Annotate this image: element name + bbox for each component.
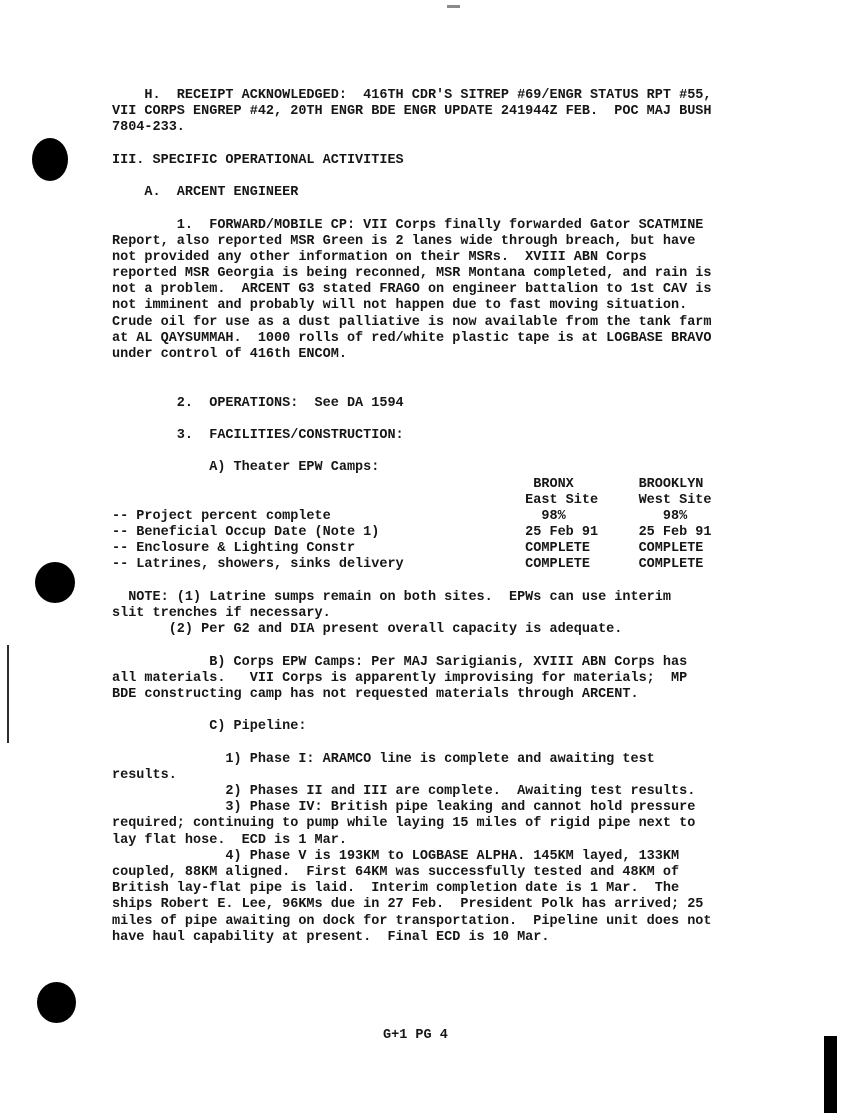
doc-line: British lay-flat pipe is laid. Interim completion date is 1 Mar. The <box>112 881 680 897</box>
doc-para-corps-epw-camps: B) Corps EPW Camps: Per MAJ Sarigianis, XVIII ABN Corps has <box>112 654 688 670</box>
doc-para-theater-epw-camps: A) Theater EPW Camps: <box>112 460 380 476</box>
scan-artifact-bar <box>824 1036 837 1113</box>
doc-line: Crude oil for use as a dust palliative is now available from the tank farm <box>112 314 712 330</box>
doc-line: not provided any other information on their MSRs. XVIII ABN Corps <box>112 249 647 265</box>
doc-line: BDE constructing camp has not requested materials through ARCENT. <box>112 686 639 702</box>
doc-line-blank <box>112 444 712 460</box>
doc-para-phase-4: 3) Phase IV: British pipe leaking and cannot hold pressure <box>112 800 696 816</box>
doc-line: have haul capability at present. Final ECD is 10 Mar. <box>112 929 550 945</box>
doc-line-blank <box>112 379 712 395</box>
doc-para-forward-mobile-cp: 1. FORWARD/MOBILE CP: VII Corps finally forwarded Gator SCATMINE <box>112 217 704 233</box>
doc-para-facilities-construction: 3. FACILITIES/CONSTRUCTION: <box>112 427 404 443</box>
doc-line: not a problem. ARCENT G3 stated FRAGO on engineer battalion to 1st CAV is <box>112 282 712 298</box>
doc-line: Report, also reported MSR Green is 2 lanes wide through breach, but have <box>112 233 696 249</box>
doc-para-operations: 2. OPERATIONS: See DA 1594 <box>112 395 404 411</box>
epw-table-row-occup-date: -- Beneficial Occup Date (Note 1) 25 Feb 91 25 Feb 91 <box>112 525 712 541</box>
epw-table-row-latrines-showers: -- Latrines, showers, sinks delivery COMPLETE COMPLETE <box>112 557 704 573</box>
scan-artifact-line <box>7 645 9 743</box>
epw-table-header-subtitles: East Site West Site <box>112 492 712 508</box>
doc-para-phase-1: 1) Phase I: ARAMCO line is complete and awaiting test <box>112 751 655 767</box>
doc-line-blank <box>112 703 712 719</box>
doc-line-blank <box>112 169 712 185</box>
doc-line: miles of pipe awaiting on dock for transportation. Pipeline unit does not <box>112 913 712 929</box>
doc-line: reported MSR Georgia is being reconned, MSR Montana completed, and rain is <box>112 266 712 282</box>
doc-heading-arcent-engineer: A. ARCENT ENGINEER <box>112 185 299 201</box>
hole-punch-mark <box>35 562 75 603</box>
doc-line-blank <box>112 363 712 379</box>
doc-line: at AL QAYSUMMAH. 1000 rolls of red/white plastic tape is at LOGBASE BRAVO <box>112 330 712 346</box>
doc-line-blank <box>112 736 712 752</box>
doc-line: results. <box>112 767 177 783</box>
doc-line: all materials. VII Corps is apparently improvising for materials; MP <box>112 670 688 686</box>
doc-note-1: NOTE: (1) Latrine sumps remain on both sites. EPWs can use interim <box>112 589 671 605</box>
doc-para-phase-2-3: 2) Phases II and III are complete. Awaiting test results. <box>112 784 696 800</box>
doc-line-blank <box>112 137 712 153</box>
doc-line-blank <box>112 638 712 654</box>
hole-punch-mark <box>37 982 76 1023</box>
hole-punch-mark <box>32 138 68 181</box>
doc-para-phase-5: 4) Phase V is 193KM to LOGBASE ALPHA. 145KM layed, 133KM <box>112 848 680 864</box>
doc-line-blank <box>112 412 712 428</box>
doc-heading-section-iii: III. SPECIFIC OPERATIONAL ACTIVITIES <box>112 152 404 168</box>
doc-line-blank <box>112 574 712 590</box>
doc-line: lay flat hose. ECD is 1 Mar. <box>112 832 347 848</box>
doc-note-2: (2) Per G2 and DIA present overall capacity is adequate. <box>112 622 623 638</box>
epw-table-row-enclosure-lighting: -- Enclosure & Lighting Constr COMPLETE COMPLETE <box>112 541 704 557</box>
doc-line: VII CORPS ENGREP #42, 20TH ENGR BDE ENGR UPDATE 241944Z FEB. POC MAJ BUSH <box>112 104 712 120</box>
doc-line-receipt-acknowledged: H. RECEIPT ACKNOWLEDGED: 416TH CDR'S SITREP #69/ENGR STATUS RPT #55, <box>112 88 712 103</box>
page-footer: G+1 PG 4 <box>383 1028 448 1043</box>
doc-line: not imminent and probably will not happen due to fast moving situation. <box>112 298 688 314</box>
doc-line: slit trenches if necessary. <box>112 606 331 621</box>
scan-artifact-dash <box>447 5 460 8</box>
doc-line: coupled, 88KM aligned. First 64KM was successfully tested and 48KM of <box>112 865 680 880</box>
document-body <box>112 88 712 946</box>
epw-table-row-percent-complete: -- Project percent complete 98% 98% <box>112 508 688 524</box>
doc-line-blank <box>112 201 712 217</box>
doc-line: required; continuing to pump while laying 15 miles of rigid pipe next to <box>112 816 696 832</box>
epw-table-header-sites: BRONX BROOKLYN <box>112 476 704 492</box>
doc-line: ships Robert E. Lee, 96KMs due in 27 Feb. President Polk has arrived; 25 <box>112 897 704 913</box>
doc-line: under control of 416th ENCOM. <box>112 347 347 362</box>
doc-para-pipeline: C) Pipeline: <box>112 719 307 735</box>
doc-line: 7804-233. <box>112 120 185 136</box>
